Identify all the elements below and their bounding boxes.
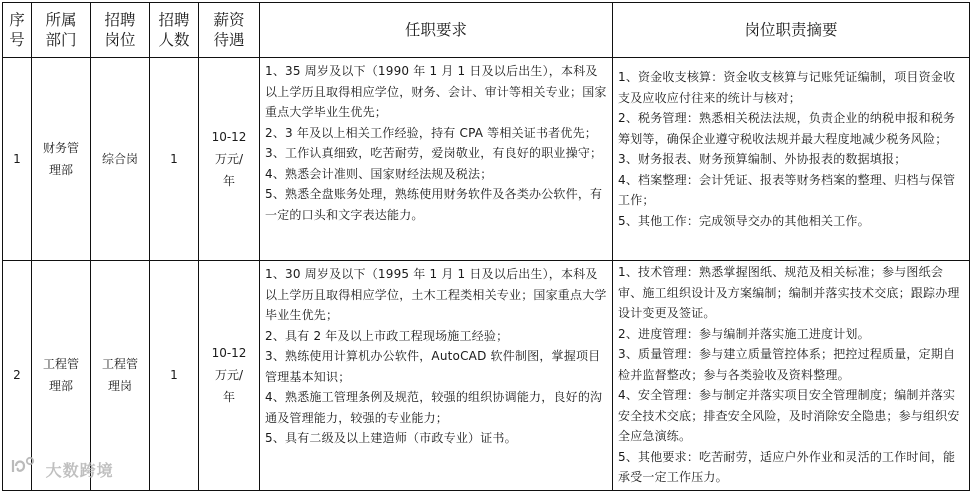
requirement-item: 1、35 周岁及以下（1990 年 1 月 1 日及以后出生），本科及以上学历且取得相应学位，财务、会计、审计等相关专业；国家重点大学毕业生优先； xyxy=(265,64,607,119)
cell-salary: 10-12万元/年 xyxy=(199,58,260,261)
cell-duties xyxy=(613,58,970,261)
requirement-item: 1、30 周岁及以下（1995 年 1 月 1 日及以后出生），本科及以上学历且取得相应学位，土木工程类相关专业；国家重点大学毕业生优先； xyxy=(265,267,607,322)
requirement-item: 5、熟悉全盘账务处理，熟练使用财务软件及各类办公软件，有一定的口头和文字表达能力。 xyxy=(265,187,603,222)
requirement-item: 4、熟悉会计准则、国家财经法规及税法； xyxy=(265,166,493,181)
cell-requirements xyxy=(260,58,613,261)
watermark xyxy=(10,456,114,481)
duty-item: 3、质量管理：参与建立质量管控体系；把控过程质量，定期自检并监督整改；参与各类验收及资料整理。 xyxy=(618,347,956,382)
requirement-item: 3、熟练使用计算机办公软件，AutoCAD 软件制图，掌握项目管理基本知识； xyxy=(265,349,601,384)
cell-index: 2 xyxy=(3,261,32,491)
cell-count: 1 xyxy=(150,58,199,261)
table-row xyxy=(3,261,970,491)
recruitment-table xyxy=(2,2,970,491)
requirement-item: 5、具有二级及以上建造师（市政专业）证书。 xyxy=(265,431,517,445)
header-count: 招聘人数 xyxy=(150,3,199,58)
duty-item: 1、资金收支核算：资金收支核算与记账凭证编制，项目资金收支及应收应付往来的统计与核对； xyxy=(618,70,956,105)
header-index: 序号 xyxy=(3,3,32,58)
requirement-item: 3、工作认真细致，吃苦耐劳，爱岗敬业，有良好的职业操守； xyxy=(265,146,603,160)
cell-requirements xyxy=(260,261,613,491)
duty-item: 3、财务报表、财务预算编制、外协报表的数据填报； xyxy=(618,152,907,166)
header-duties: 岗位职责摘要 xyxy=(613,3,970,58)
cell-position: 综合岗 xyxy=(91,58,150,261)
requirement-item: 2、具有 2 年及以上市政工程现场施工经验； xyxy=(265,328,509,343)
header-salary: 薪资待遇 xyxy=(199,3,260,58)
cell-salary: 10-12万元/年 xyxy=(199,261,260,491)
cell-index: 1 xyxy=(3,58,32,261)
header-department: 所属部门 xyxy=(32,3,91,58)
duty-item: 5、其他工作：完成领导交办的其他相关工作。 xyxy=(618,213,870,228)
cell-department: 工程管理部 xyxy=(32,261,91,491)
header-row xyxy=(3,3,970,58)
header-position: 招聘岗位 xyxy=(91,3,150,58)
table-row xyxy=(3,58,970,261)
duty-item: 1、技术管理：熟悉掌握图纸、规范及相关标准；参与图纸会审、施工组织设计及方案编制；编制并落实技术交底；跟踪办理设计变更及签证。 xyxy=(618,265,960,320)
cell-duties xyxy=(613,261,970,491)
header-requirements: 任职要求 xyxy=(260,3,613,58)
cell-department: 财务管理部 xyxy=(32,58,91,261)
duty-item: 5、其他要求：吃苦耐劳，适应户外作业和灵活的工作时间，能承受一定工作压力。 xyxy=(618,449,956,484)
watermark-text: 大数跨境 xyxy=(45,461,114,480)
requirement-item: 2、3 年及以上相关工作经验，持有 CPA 等相关证书者优先； xyxy=(265,125,597,140)
dashu-logo-icon xyxy=(10,456,36,480)
duty-item: 2、税务管理：熟悉相关税法法规，负责企业的纳税申报和税务筹划等，确保企业遵守税收法规并最大程度地减少税务风险； xyxy=(618,111,956,146)
cell-position: 工程管理岗 xyxy=(91,261,150,491)
cell-count: 1 xyxy=(150,261,199,491)
duty-item: 2、进度管理：参与编制并落实施工进度计划。 xyxy=(618,326,870,341)
duty-item: 4、档案整理：会计凭证、报表等财务档案的整理、归档与保管工作； xyxy=(618,172,956,207)
requirement-item: 4、熟悉施工管理条例及规范，较强的组织协调能力，良好的沟通及管理能力，较强的专业能力； xyxy=(265,390,603,425)
duty-item: 4、安全管理：参与制定并落实项目安全管理制度；编制并落实安全技术交底；排查安全风险，及时消除安全隐患；参与组织安全应急演练。 xyxy=(618,388,960,443)
